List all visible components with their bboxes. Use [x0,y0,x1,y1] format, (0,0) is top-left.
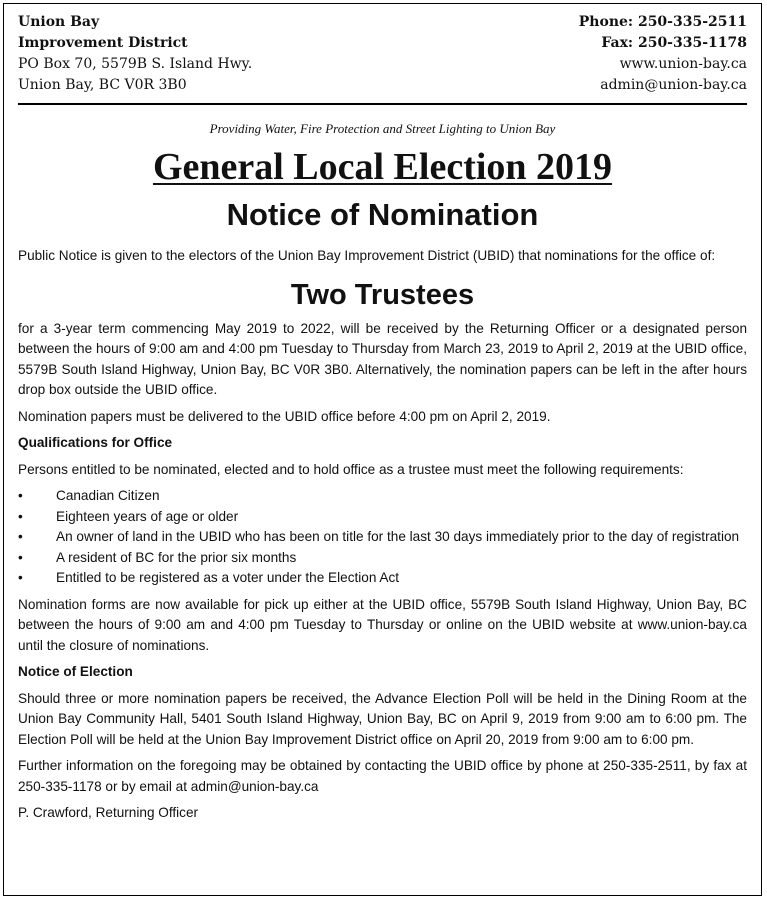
office-heading: Two Trustees [290,278,475,311]
organization-block [18,12,252,96]
list-item: • Entitled to be registered as a voter under the Election Act [18,568,747,589]
contact-email: admin@union-bay.ca [600,77,747,93]
forms-paragraph: Nomination forms are now available for pick up either at the UBID office, 5579B South Island Highway, Union Bay, BC between the hours of 9:00 am and 4:00 pm Tuesday to Thursday or online on the UBID website at www.union-bay.ca until the closure of nominations. [18,596,747,653]
list-item: • Eighteen years of age or older [18,507,747,528]
letterhead [18,12,747,102]
list-item: • A resident of BC for the prior six months [18,548,747,569]
notice-body [18,246,747,830]
contact-block [579,12,747,96]
contact-fax: Fax: 250-335-1178 [601,35,747,51]
election-paragraph: Should three or more nomination papers be received, the Advance Election Poll will be held in the Dining Room at the Union Bay Community Hall, 5401 South Island Highway, Union Bay, BC on April 9, 2019 from 9:00 am to 6:00 pm. The Election Poll will be held at the Union Bay Improvement District office on April 20, 2019 from 9:00 am to 6:00 pm. [18,690,747,747]
notice-page [3,3,762,896]
qualifications-heading: Qualifications for Office [18,435,173,450]
list-item: • An owner of land in the UBID who has been on title for the last 30 days immediately prior to the day of registration [18,527,747,548]
page-subtitle: Notice of Nomination [226,197,539,232]
requirements-list [18,486,747,589]
term-paragraph: for a 3-year term commencing May 2019 to 2022, will be received by the Returning Officer or a designated person between the hours of 9:00 am and 4:00 pm Tuesday to Thursday from March 23, 2019 to April 2, 2019 at the UBID office, 5579B South Island Highway, Union Bay, BC V0R 3B0. Alternatively, the nomination papers can be left in the after hours drop box outside the UBID office. [18,320,747,397]
org-address-line2: Union Bay, BC V0R 3B0 [18,77,187,93]
header-divider [18,103,747,105]
page-title: General Local Election 2019 [152,146,613,188]
contact-phone: Phone: 250-335-2511 [578,14,747,30]
signature: P. Crawford, Returning Officer [18,805,199,820]
deadline-paragraph: Nomination papers must be delivered to the UBID office before 4:00 pm on April 2, 2019. [18,408,551,424]
contact-website: www.union-bay.ca [619,56,747,72]
further-info-paragraph: Further information on the foregoing may be obtained by contacting the UBID office by phone at 250-335-2511, by fax at 250-335-1178 or by email at admin@union-bay.ca [18,758,747,794]
tagline: Providing Water, Fire Protection and Street Lighting to Union Bay [209,121,556,136]
list-item: • Canadian Citizen [18,486,747,507]
org-name-line1: Union Bay [18,14,100,30]
org-address-line1: PO Box 70, 5579B S. Island Hwy. [18,56,253,72]
intro-paragraph: Public Notice is given to the electors of the Union Bay Improvement District (UBID) that nominations for the office of: [18,248,716,263]
org-name-line2: Improvement District [18,35,188,51]
qualifications-intro: Persons entitled to be nominated, elected and to hold office as a trustee must meet the following requirements: [18,461,684,477]
election-heading: Notice of Election [18,664,133,679]
